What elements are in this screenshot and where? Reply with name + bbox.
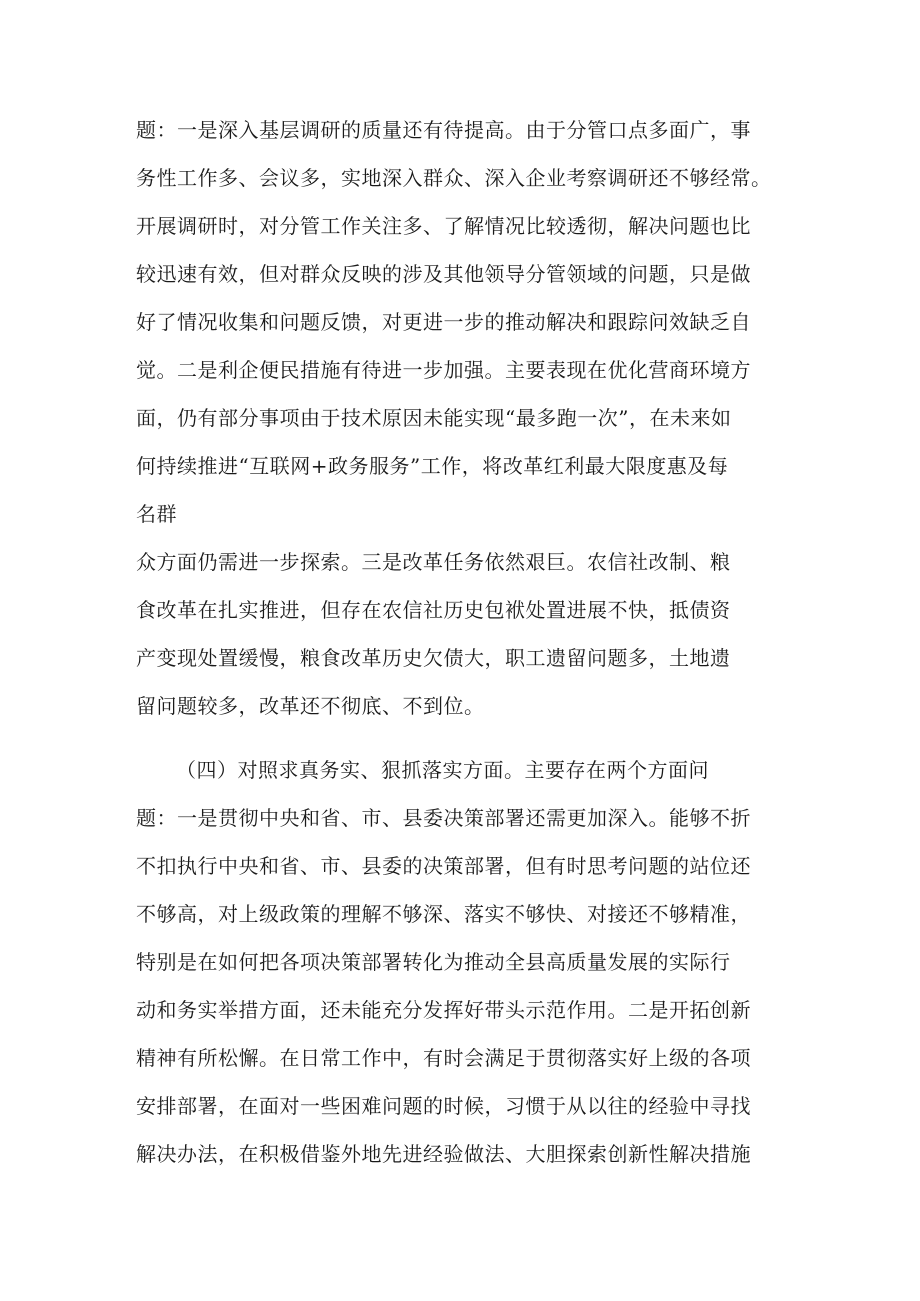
text-line: 留问题较多，改革还不彻底、不到位。 (136, 694, 485, 718)
text-line: 觉。二是利企便民措施有待进一步加强。主要表现在优化营商环境方 (136, 358, 751, 382)
text-line: 精神有所松懈。在日常工作中，有时会满足于贯彻落实好上级的各项 (136, 1046, 751, 1070)
text-line: 不够高，对上级政策的理解不够深、落实不够快、对接还不够精准， (136, 902, 751, 926)
text-line: 务性工作多、会议多，实地深入群众、深入企业考察调研还不够经常。 (136, 166, 772, 190)
text-line: 较迅速有效，但对群众反映的涉及其他领导分管领域的问题，只是做 (136, 262, 751, 286)
text-line: 安排部署，在面对一些困难问题的时候，习惯于从以往的经验中寻找 (136, 1094, 751, 1118)
text-line: 食改革在扎实推进，但存在农信社历史包袱处置进展不快，抵债资 (136, 598, 731, 622)
text-line: 动和务实举措方面，还未能充分发挥好带头示范作用。二是开拓创新 (136, 998, 751, 1022)
text-line: 解决办法，在积极借鉴外地先进经验做法、大胆探索创新性解决措施 (136, 1142, 751, 1166)
section-heading-line: （四）对照求真务实、狠抓落实方面。主要存在两个方面问 (176, 758, 709, 782)
text-line: 特别是在如何把各项决策部署转化为推动全县高质量发展的实际行 (136, 950, 731, 974)
text-line: 名群 (136, 502, 177, 526)
text-line: 众方面仍需进一步探索。三是改革任务依然艰巨。农信社改制、粮 (136, 550, 731, 574)
text-line: 何持续推进“互联网+政务服务”工作，将改革红利最大限度惠及每 (136, 454, 729, 478)
text-line: 题：一是贯彻中央和省、市、县委决策部署还需更加深入。能够不折 (136, 806, 751, 830)
text-line: 开展调研时，对分管工作关注多、了解情况比较透彻，解决问题也比 (136, 214, 751, 238)
text-line: 不扣执行中央和省、市、县委的决策部署，但有时思考问题的站位还 (136, 854, 751, 878)
text-line: 题：一是深入基层调研的质量还有待提高。由于分管口点多面广，事 (136, 118, 751, 142)
text-line: 面，仍有部分事项由于技术原因未能实现“最多跑一次”，在未来如 (136, 406, 732, 430)
text-line: 产变现处置缓慢，粮食改革历史欠债大，职工遗留问题多，土地遗 (136, 646, 731, 670)
text-line: 好了情况收集和问题反馈，对更进一步的推动解决和跟踪问效缺乏自 (136, 310, 751, 334)
